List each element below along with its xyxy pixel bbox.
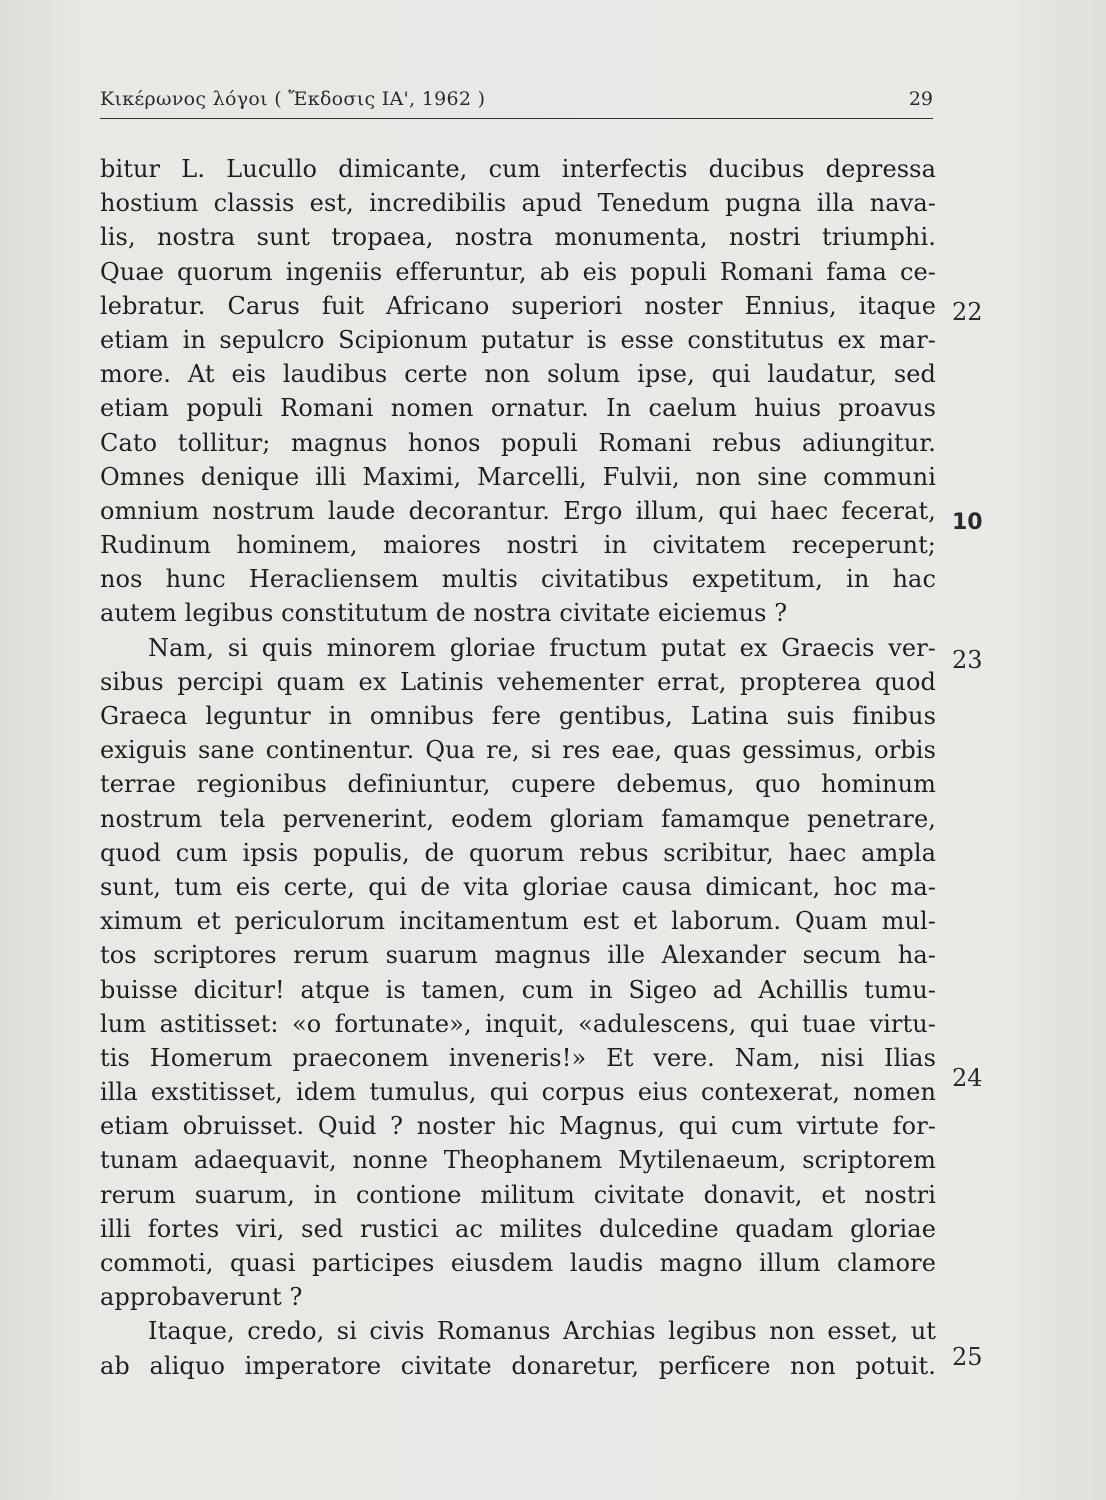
text-line: tis Homerum praeconem inveneris!» Et vere. Nam, nisi Ilias — [100, 1043, 936, 1072]
text-line: hostium classis est, incredibilis apud Tenedum pugna illa nava- — [100, 189, 936, 218]
text-line: buisse dicitur! atque is tamen, cum in Sigeo ad Achillis tumu- — [100, 975, 936, 1004]
text-line: etiam in sepulcro Scipionum putatur is esse constitutus ex mar- — [100, 325, 936, 354]
text-line: Omnes denique illi Maximi, Marcelli, Fulvii, non sine communi — [100, 462, 936, 491]
text-line: terrae regionibus definiuntur, cupere debemus, quo hominum — [100, 770, 936, 799]
page-number: 29 — [908, 88, 933, 110]
text-line: omnium nostrum laude decorantur. Ergo illum, qui haec fecerat, — [100, 496, 936, 525]
text-line: etiam obruisset. Quid ? noster hic Magnus, qui cum virtute for- — [100, 1112, 936, 1141]
text-line: illi fortes viri, sed rustici ac milites dulcedine quadam gloriae — [100, 1214, 936, 1243]
text-line: tos scriptores rerum suarum magnus ille Alexander secum ha- — [100, 941, 936, 970]
body-text — [100, 152, 936, 1383]
margin-section-number: 24 — [952, 1064, 983, 1092]
text-line: nos hunc Heracliensem multis civitatibus expetitum, in hac — [100, 565, 936, 594]
margin-section-number: 22 — [952, 298, 983, 326]
text-line: Nam, si quis minorem gloriae fructum putat ex Graecis ver- — [148, 633, 936, 662]
margin-section-number: 23 — [952, 646, 983, 674]
text-line: tunam adaequavit, nonne Theophanem Mytilenaeum, scriptorem — [100, 1146, 936, 1175]
text-line: nostrum tela pervenerint, eodem gloriam famamque penetrare, — [100, 804, 936, 833]
text-line: commoti, quasi participes eiusdem laudis magno illum clamore — [100, 1249, 936, 1277]
text-line: etiam populi Romani nomen ornatur. In caelum huius proavus — [100, 394, 936, 423]
text-line: Graeca leguntur in omnibus fere gentibus, Latina suis finibus — [100, 702, 936, 730]
text-line: sibus percipi quam ex Latinis vehementer errat, propterea quod — [100, 667, 936, 696]
text-line: Cato tollitur; magnus honos populi Romani rebus adiungitur. — [100, 428, 936, 457]
text-line: more. At eis laudibus certe non solum ipse, qui laudatur, sed — [100, 360, 936, 389]
text-line: lebratur. Carus fuit Africano superiori noster Ennius, itaque — [100, 291, 936, 320]
running-title: Κικέρωνος λόγοι ( Ἔκδοσις ΙΑ', 1962 ) — [100, 88, 486, 110]
text-line: Rudinum hominem, maiores nostri in civitatem receperunt; — [100, 531, 936, 560]
text-line: autem legibus constitutum de nostra civitate eiciemus ? — [100, 599, 788, 628]
text-line: rerum suarum, in contione militum civitate donavit, et nostri — [100, 1180, 936, 1209]
text-line: exiguis sane continentur. Qua re, si res eae, quas gessimus, orbis — [100, 736, 936, 765]
text-line: sunt, tum eis certe, qui de vita gloriae causa dimicant, hoc ma- — [100, 872, 936, 901]
text-line: bitur L. Lucullo dimicante, cum interfectis ducibus depressa — [100, 155, 936, 183]
text-line: approbaverunt ? — [100, 1283, 303, 1312]
text-line: ximum et periculorum incitamentum est et laborum. Quam mul- — [100, 907, 936, 936]
text-line: ab aliquo imperatore civitate donaretur, perficere non potuit. — [100, 1351, 936, 1380]
text-line: Itaque, credo, si civis Romanus Archias legibus non esset, ut — [148, 1317, 936, 1346]
text-line: quod cum ipsis populis, de quorum rebus scribitur, haec ampla — [100, 838, 936, 867]
text-line: lis, nostra sunt tropaea, nostra monumenta, nostri triumphi. — [100, 223, 936, 252]
margin-line-number: 10 — [952, 510, 983, 535]
text-line: Quae quorum ingeniis efferuntur, ab eis populi Romani fama ce- — [100, 257, 936, 286]
text-line: lum astitisset: «o fortunate», inquit, «adulescens, qui tuae virtu- — [100, 1009, 936, 1038]
margin-section-number: 25 — [952, 1343, 983, 1371]
text-line: illa exstitisset, idem tumulus, qui corpus eius contexerat, nomen — [100, 1078, 936, 1107]
running-header — [100, 82, 933, 119]
